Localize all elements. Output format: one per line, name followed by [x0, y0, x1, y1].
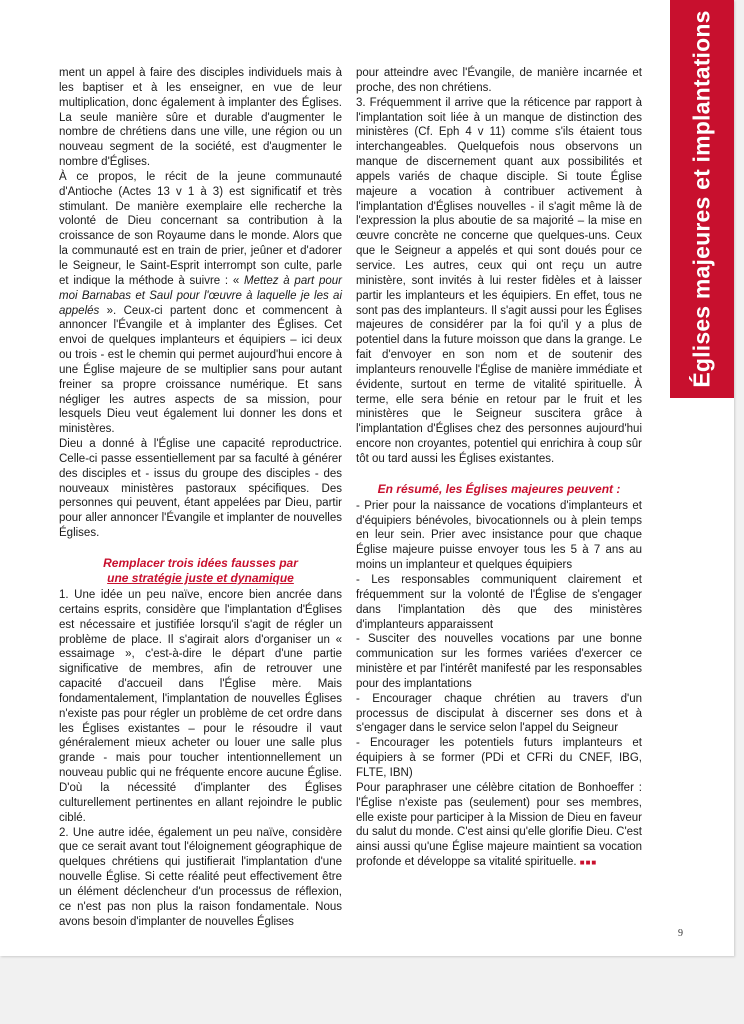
paragraph: Dieu a donné à l'Église une capacité reproductrice. Celle-ci passe essentiellement par sa faculté à générer des disciples et - issus du groupe des disciples - des nouveaux ministères pastoraux spécifiques. Des personnes qui peuvent, étant appelées par Dieu, partir pour aller annoncer l'Évangile et implanter de nouvelles Églises.	[59, 438, 342, 540]
list-item: - Susciter des nouvelles vocations par une bonne communication sur les formes variées d'exercer ce ministère et par l'intérêt manifesté par les responsables pour des implantations	[356, 633, 642, 690]
list-item: - Encourager les potentiels futurs implanteurs et équipiers à se former (PDi et CFRi du CNEF, IBG, FLTE, IBN)	[356, 737, 642, 779]
paragraph-text: Pour paraphraser une célèbre citation de Bonhoeffer : l'Église n'existe pas (seulement) pour ses membres, elle existe pour participer à la Mission de Dieu en faveur du salut du monde. C'est ainsi qu'elle glorifie Dieu. C'est ainsi aussi qu'une Église majeure maintient sa vocation profonde et développe sa vitalité spirituelle.	[356, 781, 642, 869]
paragraph-antioche	[59, 170, 342, 437]
list-item: - Encourager chaque chrétien au travers d'un processus de discipulat à discerner ses dons et à s'engager dans le service selon l'appel du Seigneur	[356, 692, 642, 735]
list-item: - Les responsables communiquent clairement et fréquemment sur la volonté de l'Église de s'engager dans l'implantation dès que des ministères d'implanteurs apparaissent	[356, 574, 642, 631]
left-column	[59, 66, 342, 929]
subheading-line: une stratégie juste et dynamique	[107, 571, 294, 585]
bible-quote: Mettez à part pour moi Barnabas et Saul pour l'œuvre à laquelle je les ai appelés	[59, 274, 343, 317]
paragraph-text: ». Ceux-ci partent donc et commencent à annoncer l'Évangile et à implanter des Églises. Cet envoi de quelques implanteurs et équipiers – ici deux ou trois - est le chemin qui permet aujourd'hui encore à une Église majeure de se multiplier sans pour autant freiner sa propre croissance numérique. Et sans négliger les autres aspects de sa mission, pour lesquels Dieu veut également lui donner les dons et ministères.	[59, 304, 342, 436]
page-number: 9	[678, 928, 683, 939]
paragraph: 3. Fréquemment il arrive que la réticence par rapport à l'implantation soit liée à un manque de distinction des ministères (Cf. Eph 4 v 11) comme s'ils étaient tous interchangeables. Quelquefois nous observons un manque de discernement quant aux possibilités et appels variés de chaque disciple. Si toute Église majeure a vocation à contribuer activement à l'implantation d'Églises nouvelles - il s'agit même là de l'expression la plus aboutie de sa majorité – la mise en œuvre concrète ne concerne que quelques-uns. Ceux que le Seigneur a appelés et qui sont doués pour ce service. Les autres, ceux qui ont reçu un autre ministère, sont invités à lui rester fidèles et à laisser partir les implanteurs et les équipiers. En effet, tous ne sont pas des implanteurs. Il s'agit aussi pour les Églises majeures de considérer par la foi qu'il y a plus de potentiel dans la future moisson que dans la grange. Le fait d'envoyer en son nom et de soutenir des implanteurs renouvelle l'Église de manière immédiate et évidente, surtout en terme de vitalité spirituelle. À terme, elle sera bénie en retour par le fruit et les ministères que le Seigneur suscitera grâce à l'implantation d'Églises chez des personnes aujourd'hui encore non croyantes, potentiel qui enrichira à coup sûr tôt ou tard aussi les Églises existantes.	[356, 96, 642, 465]
end-of-article-mark: ■■■	[579, 858, 598, 868]
paragraph: 1. Une idée un peu naïve, encore bien ancrée dans certains esprits, considère que l'implantation d'Églises est nécessaire et justifiée lorsqu'il s'agit de régler un problème de place. Il s'agirait alors d'organiser un « essaimage », c'est-à-dire le départ d'une partie significative de membres, afin de retrouver une capacité d'accueil dans l'Église mère. Mais fondamentalement, l'implantation de nouvelles Églises n'existe pas pour régler un problème de cet ordre dans les Églises existantes – pour le résoudre il vaut généralement mieux acheter ou louer une salle plus grande - mais pour toucher intentionnellement un nouveau public qui ne fréquente encore aucune Église. D'où la nécessité d'implanter des Églises culturellement pertinentes en allant rejoindre le public ciblé.	[59, 589, 342, 824]
paragraph: 2. Une autre idée, également un peu naïve, considère que ce serait avant tout l'éloignement géographique de quelques chrétiens qui justifierait l'implantation d'une nouvelle Église. Si cette réalité peut effectivement être un élément déclencheur d'un processus de réflexion, ce n'est pas non plus la raison fondamentale. Nous avons besoin d'implanter de nouvelles Églises	[59, 826, 342, 928]
paragraph: pour atteindre avec l'Évangile, de manière incarnée et proche, des non chrétiens.	[356, 67, 642, 94]
right-column	[356, 66, 642, 871]
paragraph: ment un appel à faire des disciples individuels mais à les baptiser et à les enseigner, en vue de leur multiplication, donc également à implanter des Églises. La seule manière sûre et durable d'augmenter le nombre de chrétiens dans une ville, une région ou un nouveau segment de la société, est d'augmenter le nombre d'Églises.	[59, 67, 342, 169]
closing-paragraph	[356, 781, 642, 871]
paragraph-text: À ce propos, le récit de la jeune communauté d'Antioche (Actes 13 v 1 à 3) est significatif et très stimulant. De manière exemplaire elle recherche la volonté de Dieu concernant sa contribution à la croissance de son Royaume dans le monde. Alors que la communauté est en train de prier, jeûner et d'adorer le Seigneur, le Saint-Esprit interrompt son culte, parle et indique la méthode à suivre : «	[59, 170, 342, 287]
list-item: - Prier pour la naissance de vocations d'implanteurs et d'équipiers bénévoles, bivocationnels ou à plein temps en leur sein. Prier avec insistance pour que chaque Église majeure puisse envoyer tous les 5 à 7 ans au moins un implanteur et quelques équipiers	[356, 499, 642, 572]
summary-subheading: En résumé, les Églises majeures peuvent :	[377, 481, 621, 496]
subheading-line: Remplacer trois idées fausses par	[103, 556, 298, 570]
section-subheading	[59, 556, 342, 586]
section-tab-label: Églises majeures et implantations	[688, 10, 715, 388]
